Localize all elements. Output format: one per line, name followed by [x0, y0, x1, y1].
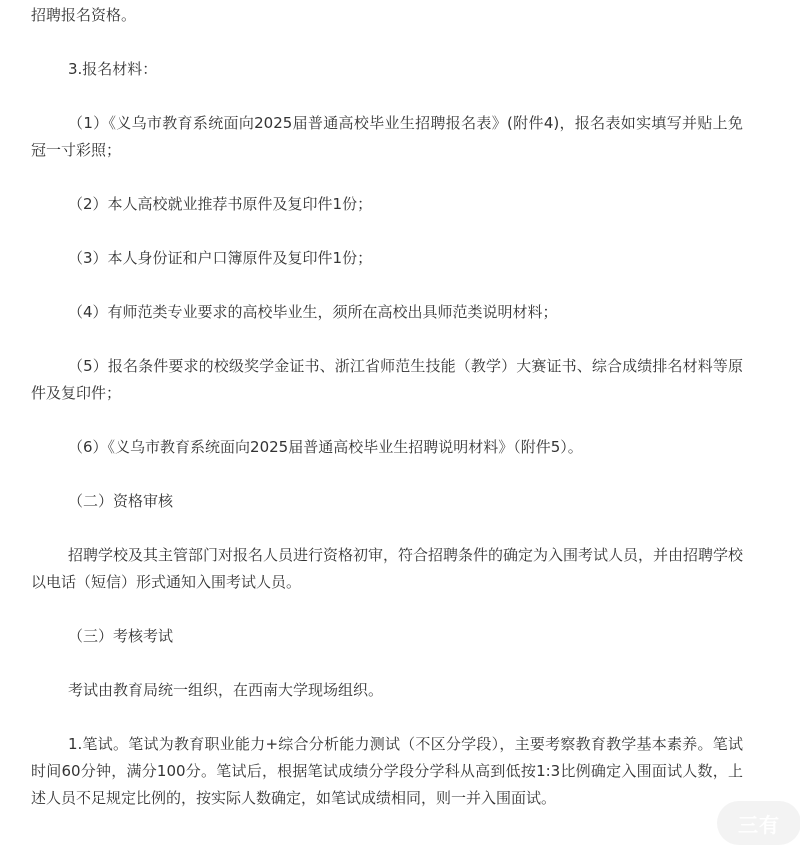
section-heading-assessment: （三）考核考试	[68, 627, 174, 645]
floating-button-label: 三有	[738, 812, 780, 837]
section-heading-materials: 3.报名材料：	[68, 60, 158, 78]
section-heading-qualification-review: （二）资格审核	[68, 492, 174, 510]
material-item-5: （5）报名条件要求的校级奖学金证书、浙江省师范生技能（教学）大赛证书、综合成绩排名材料等原件及复印件；	[31, 357, 743, 402]
material-item-3: （3）本人身份证和户口簿原件及复印件1份；	[68, 249, 373, 267]
floating-watermark-button[interactable]	[717, 801, 800, 845]
qualification-review-text: 招聘学校及其主管部门对报名人员进行资格初审，符合招聘条件的确定为入围考试人员，并由招聘学校以电话（短信）形式通知入围考试人员。	[31, 546, 744, 591]
written-exam-text: 1.笔试。笔试为教育职业能力+综合分析能力测试（不区分学段），主要考察教育教学基本素养。笔试时间60分钟，满分100分。笔试后，根据笔试成绩分学段分学科从高到低按1:3比例确定入围面试人数，上述人员不足规定比例的，按实际人数确定，如笔试成绩相同，则一并入围面试。	[31, 735, 743, 807]
material-item-4: （4）有师范类专业要求的高校毕业生，须所在高校出具师范类说明材料；	[68, 303, 558, 321]
article-body	[31, 0, 743, 812]
material-item-6: （6）《义乌市教育系统面向2025届普通高校毕业生招聘说明材料》（附件5）。	[68, 438, 583, 456]
material-item-1: （1）《义乌市教育系统面向2025届普通高校毕业生招聘报名表》(附件4)，报名表如实填写并贴上免冠一寸彩照；	[31, 114, 743, 159]
paragraph-continuation: 招聘报名资格。	[31, 6, 137, 24]
assessment-organization-text: 考试由教育局统一组织，在西南大学现场组织。	[68, 681, 384, 699]
material-item-2: （2）本人高校就业推荐书原件及复印件1份；	[68, 195, 373, 213]
